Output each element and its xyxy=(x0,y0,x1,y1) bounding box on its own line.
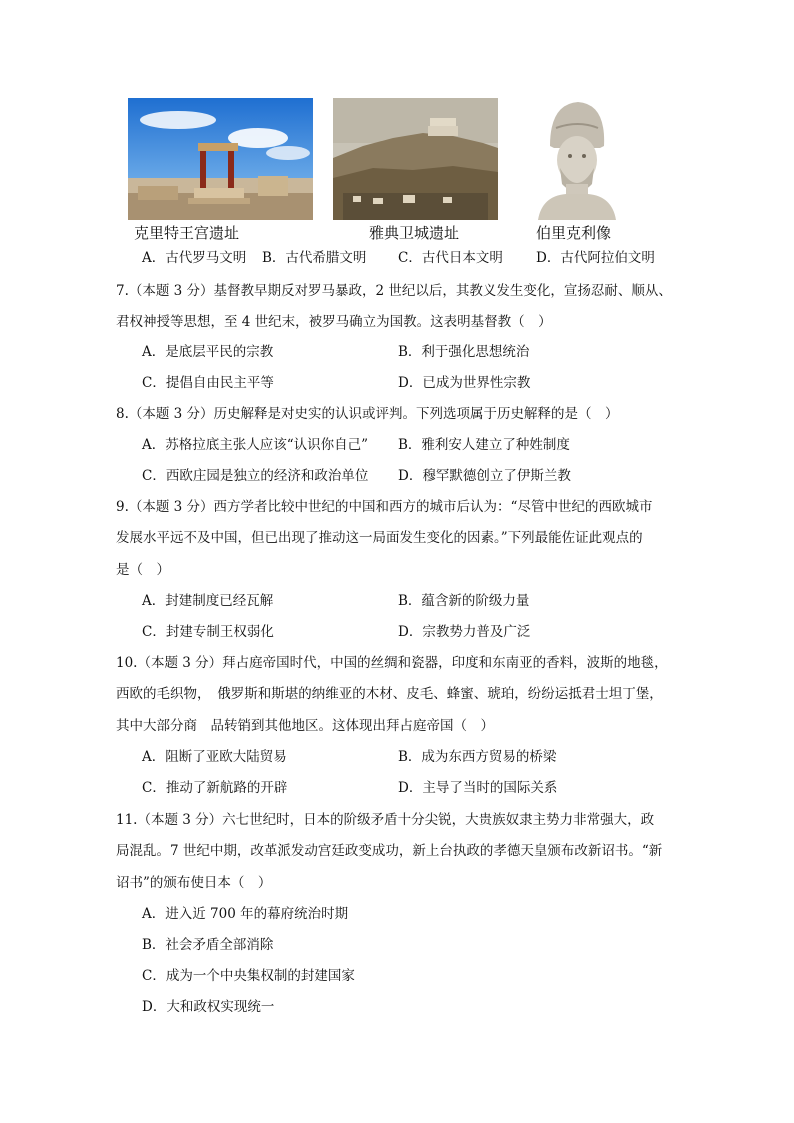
q8-option-d[interactable]: D．穆罕默德创立了伊斯兰教 xyxy=(398,468,571,484)
q7-option-a[interactable]: A．是底层平民的宗教 xyxy=(142,344,274,360)
bust-statue-photo-icon xyxy=(528,98,626,220)
q10-option-c[interactable]: C．推动了新航路的开辟 xyxy=(142,780,288,796)
q11-stem-line: 诏书”的颁布使日本（ ） xyxy=(116,875,272,891)
q11-stem-line: 局混乱。7 世纪中期，改革派发动宫廷政变成功，新上台执政的孝德天皇颁布改新诏书。“新 xyxy=(116,843,663,859)
q11-option-d[interactable]: D．大和政权实现统一 xyxy=(142,999,275,1015)
q7-option-b[interactable]: B．利于强化思想统治 xyxy=(398,344,530,360)
acropolis-photo-icon xyxy=(333,98,498,220)
figure-caption: 雅典卫城遗址 xyxy=(369,224,460,242)
q10-option-a[interactable]: A．阻断了亚欧大陆贸易 xyxy=(142,749,287,765)
q8-option-c[interactable]: C．西欧庄园是独立的经济和政治单位 xyxy=(142,468,369,484)
q8-stem-line: 8.（本题 3 分）历史解释是对史实的认识或评判。下列选项属于历史解释的是（ ） xyxy=(116,406,619,422)
q7-stem-line: 7.（本题 3 分）基督教早期反对罗马暴政，2 世纪以后，其教义发生变化，宣扬忍耐、顺从、 xyxy=(116,283,672,299)
q11-option-c[interactable]: C．成为一个中央集权制的封建国家 xyxy=(142,968,355,984)
q9-option-c[interactable]: C．封建专制王权弱化 xyxy=(142,624,274,640)
q6-option-c[interactable]: C．古代日本文明 xyxy=(398,250,503,266)
q10-stem-line: 西欧的毛织物， 俄罗斯和斯堪的纳维亚的木材、皮毛、蜂蜜、琥珀，纷纷运抵君士坦丁堡， xyxy=(116,686,663,702)
q10-stem-line: 10.（本题 3 分）拜占庭帝国时代，中国的丝绸和瓷器，印度和东南亚的香料，波斯的地毯， xyxy=(116,655,668,671)
q11-stem-line: 11.（本题 3 分）六七世纪时，日本的阶级矛盾十分尖锐，大贵族奴隶主势力非常强大，政 xyxy=(116,812,655,828)
q8-option-b[interactable]: B．雅利安人建立了种姓制度 xyxy=(398,437,570,453)
q9-stem-line: 是（ ） xyxy=(116,562,170,578)
q9-option-d[interactable]: D．宗教势力普及广泛 xyxy=(398,624,531,640)
q10-stem-line: 其中大部分商 品转销到其他地区。这体现出拜占庭帝国（ ） xyxy=(116,718,494,734)
palace-ruins-photo-icon xyxy=(128,98,313,220)
q9-stem-line: 发展水平远不及中国，但已出现了推动这一局面发生变化的因素。”下列最能佐证此观点的 xyxy=(116,530,643,546)
q6-option-b[interactable]: B．古代希腊文明 xyxy=(262,250,367,266)
q6-option-d[interactable]: D．古代阿拉伯文明 xyxy=(536,250,655,266)
q10-option-b[interactable]: B．成为东西方贸易的桥梁 xyxy=(398,749,557,765)
q7-option-c[interactable]: C．提倡自由民主平等 xyxy=(142,375,274,391)
q6-option-a[interactable]: A．古代罗马文明 xyxy=(142,250,247,266)
q9-option-a[interactable]: A．封建制度已经瓦解 xyxy=(142,593,274,609)
figure-caption: 伯里克利像 xyxy=(536,224,612,242)
q9-option-b[interactable]: B．蕴含新的阶级力量 xyxy=(398,593,530,609)
q7-stem-line: 君权神授等思想，至 4 世纪末，被罗马确立为国教。这表明基督教（ ） xyxy=(116,314,552,330)
q9-stem-line: 9.（本题 3 分）西方学者比较中世纪的中国和西方的城市后认为：“尽管中世纪的西欧城市 xyxy=(116,499,653,515)
q7-option-d[interactable]: D．已成为世界性宗教 xyxy=(398,375,531,391)
figure-caption: 克里特王宫遗址 xyxy=(134,224,240,242)
q10-option-d[interactable]: D．主导了当时的国际关系 xyxy=(398,780,558,796)
q8-option-a[interactable]: A．苏格拉底主张人应该“认识你自己” xyxy=(142,437,369,453)
q11-option-a[interactable]: A．进入近 700 年的幕府统治时期 xyxy=(142,906,349,922)
q11-option-b[interactable]: B．社会矛盾全部消除 xyxy=(142,937,274,953)
